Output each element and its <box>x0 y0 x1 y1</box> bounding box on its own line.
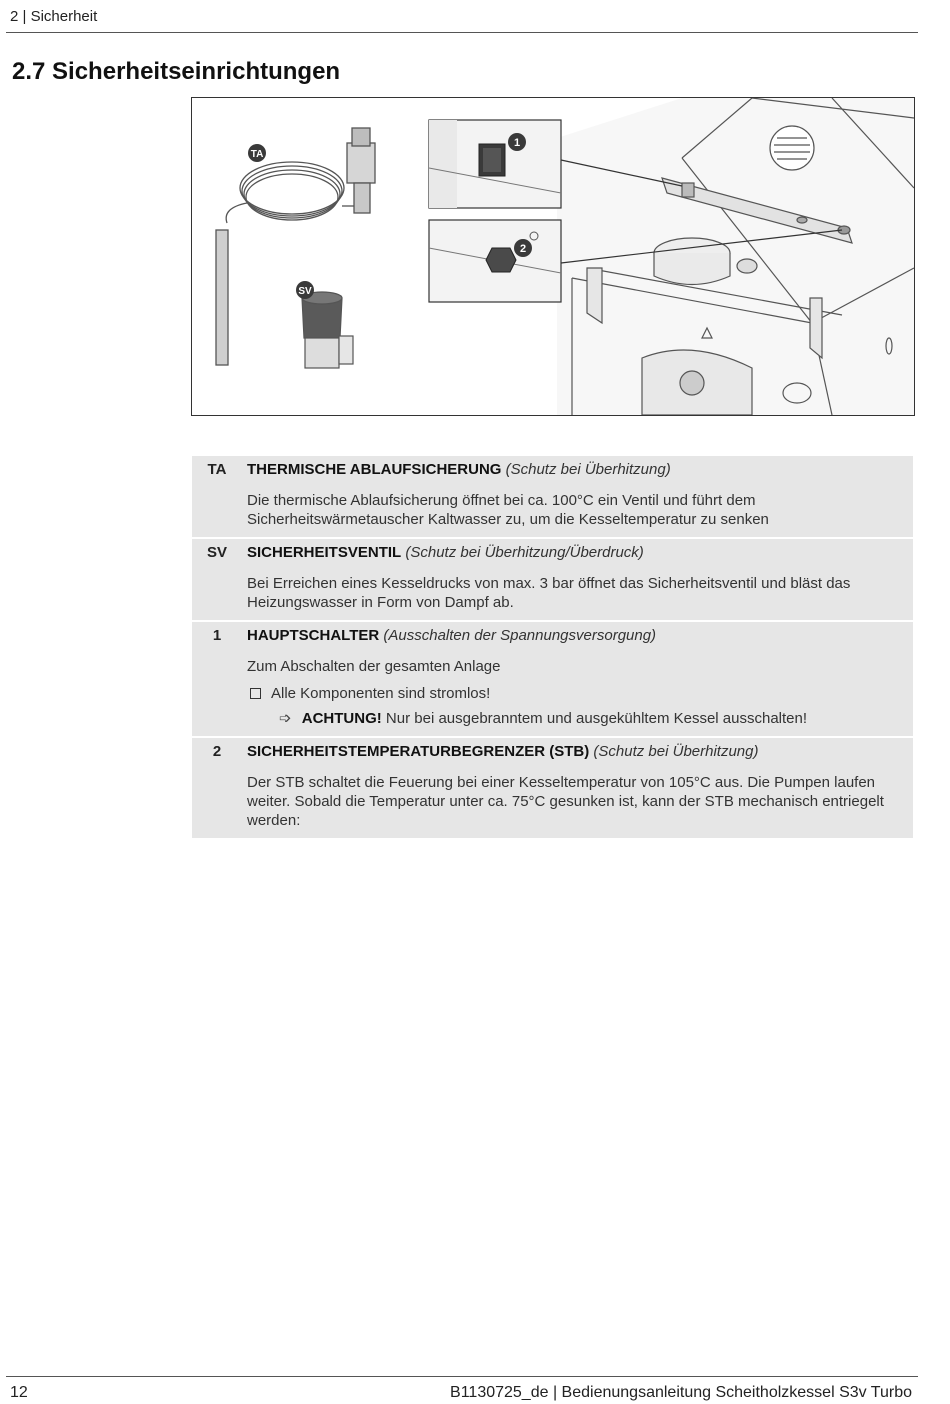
legend-heading <box>247 742 905 761</box>
legend-item-stb <box>192 738 913 838</box>
section-title: 2.7 Sicherheitseinrichtungen <box>12 58 341 85</box>
legend-item-main-switch <box>192 622 913 738</box>
legend-title: HAUPTSCHALTER <box>247 627 380 644</box>
document-title: B1130725_de | Bedienungsanleitung Scheitholzkessel S3v Turbo <box>450 1384 912 1401</box>
legend-subtitle: (Schutz bei Überhitzung/Überdruck) <box>405 544 644 561</box>
arrow-icon: ➩ <box>279 710 292 727</box>
legend-subtitle: (Schutz bei Überhitzung) <box>593 743 759 760</box>
legend-subtitle: (Ausschalten der Spannungsversorgung) <box>383 627 657 644</box>
legend-heading <box>247 626 905 645</box>
legend-title: SICHERHEITSVENTIL <box>247 544 402 561</box>
legend-key: 1 <box>212 627 222 644</box>
legend-key: SV <box>206 544 227 561</box>
thermal-discharge-safety-drawing <box>216 128 375 365</box>
legend-description: Die thermische Ablaufsicherung öffnet bei ca. 100°C ein Ventil und führt dem Sicherheitswärmetauscher Kaltwasser zu, um die Kesseltemperatur zu senken <box>247 492 769 528</box>
callout-1-label: 1 <box>513 137 521 149</box>
legend-item-sv <box>192 539 913 622</box>
legend-key: 2 <box>212 743 222 760</box>
boiler-drawing <box>557 98 914 415</box>
check-item <box>247 684 905 703</box>
warning-text: Nur bei ausgebranntem und ausgekühltem Kessel ausschalten! <box>385 710 808 727</box>
warning-note <box>279 709 905 728</box>
callout-2-label: 2 <box>519 243 527 255</box>
legend-item-ta <box>192 456 913 539</box>
legend-description: Bei Erreichen eines Kesseldrucks von max. 3 bar öffnet das Sicherheitsventil und bläst das Heizungswasser in Form von Dampf ab. <box>247 575 851 611</box>
running-header: 2 | Sicherheit <box>10 8 98 25</box>
legend-subtitle: (Schutz bei Überhitzung) <box>505 461 671 478</box>
legend-heading <box>247 543 905 562</box>
footer-divider <box>6 1376 918 1377</box>
callout-sv-label: SV <box>298 286 312 297</box>
callout-ta-label: TA <box>250 149 264 160</box>
header-divider <box>6 32 918 33</box>
callout-1 <box>508 133 526 151</box>
legend-description: Zum Abschalten der gesamten Anlage <box>247 658 501 675</box>
legend-table <box>192 456 913 838</box>
safety-valve-drawing <box>302 292 353 368</box>
check-text: Alle Komponenten sind stromlos! <box>271 685 491 702</box>
warning-label: ACHTUNG! <box>301 710 382 727</box>
legend-heading <box>247 460 905 479</box>
legend-description: Der STB schaltet die Feuerung bei einer Kesseltemperatur von 105°C aus. Die Pumpen laufen weiter. Sobald die Temperatur unter ca. 75°C gesunken ist, kann der STB mechanisch entriegelt werden: <box>247 774 884 829</box>
callout-ta <box>248 144 266 162</box>
legend-title: THERMISCHE ABLAUFSICHERUNG <box>247 461 502 478</box>
callout-sv <box>296 281 314 299</box>
legend-title: SICHERHEITSTEMPERATURBEGRENZER (STB) <box>247 743 590 760</box>
checkbox-icon <box>250 688 261 699</box>
callout-2 <box>514 239 532 257</box>
legend-key: TA <box>207 461 227 478</box>
safety-devices-illustration <box>191 97 915 416</box>
page-number: 12 <box>10 1384 28 1401</box>
